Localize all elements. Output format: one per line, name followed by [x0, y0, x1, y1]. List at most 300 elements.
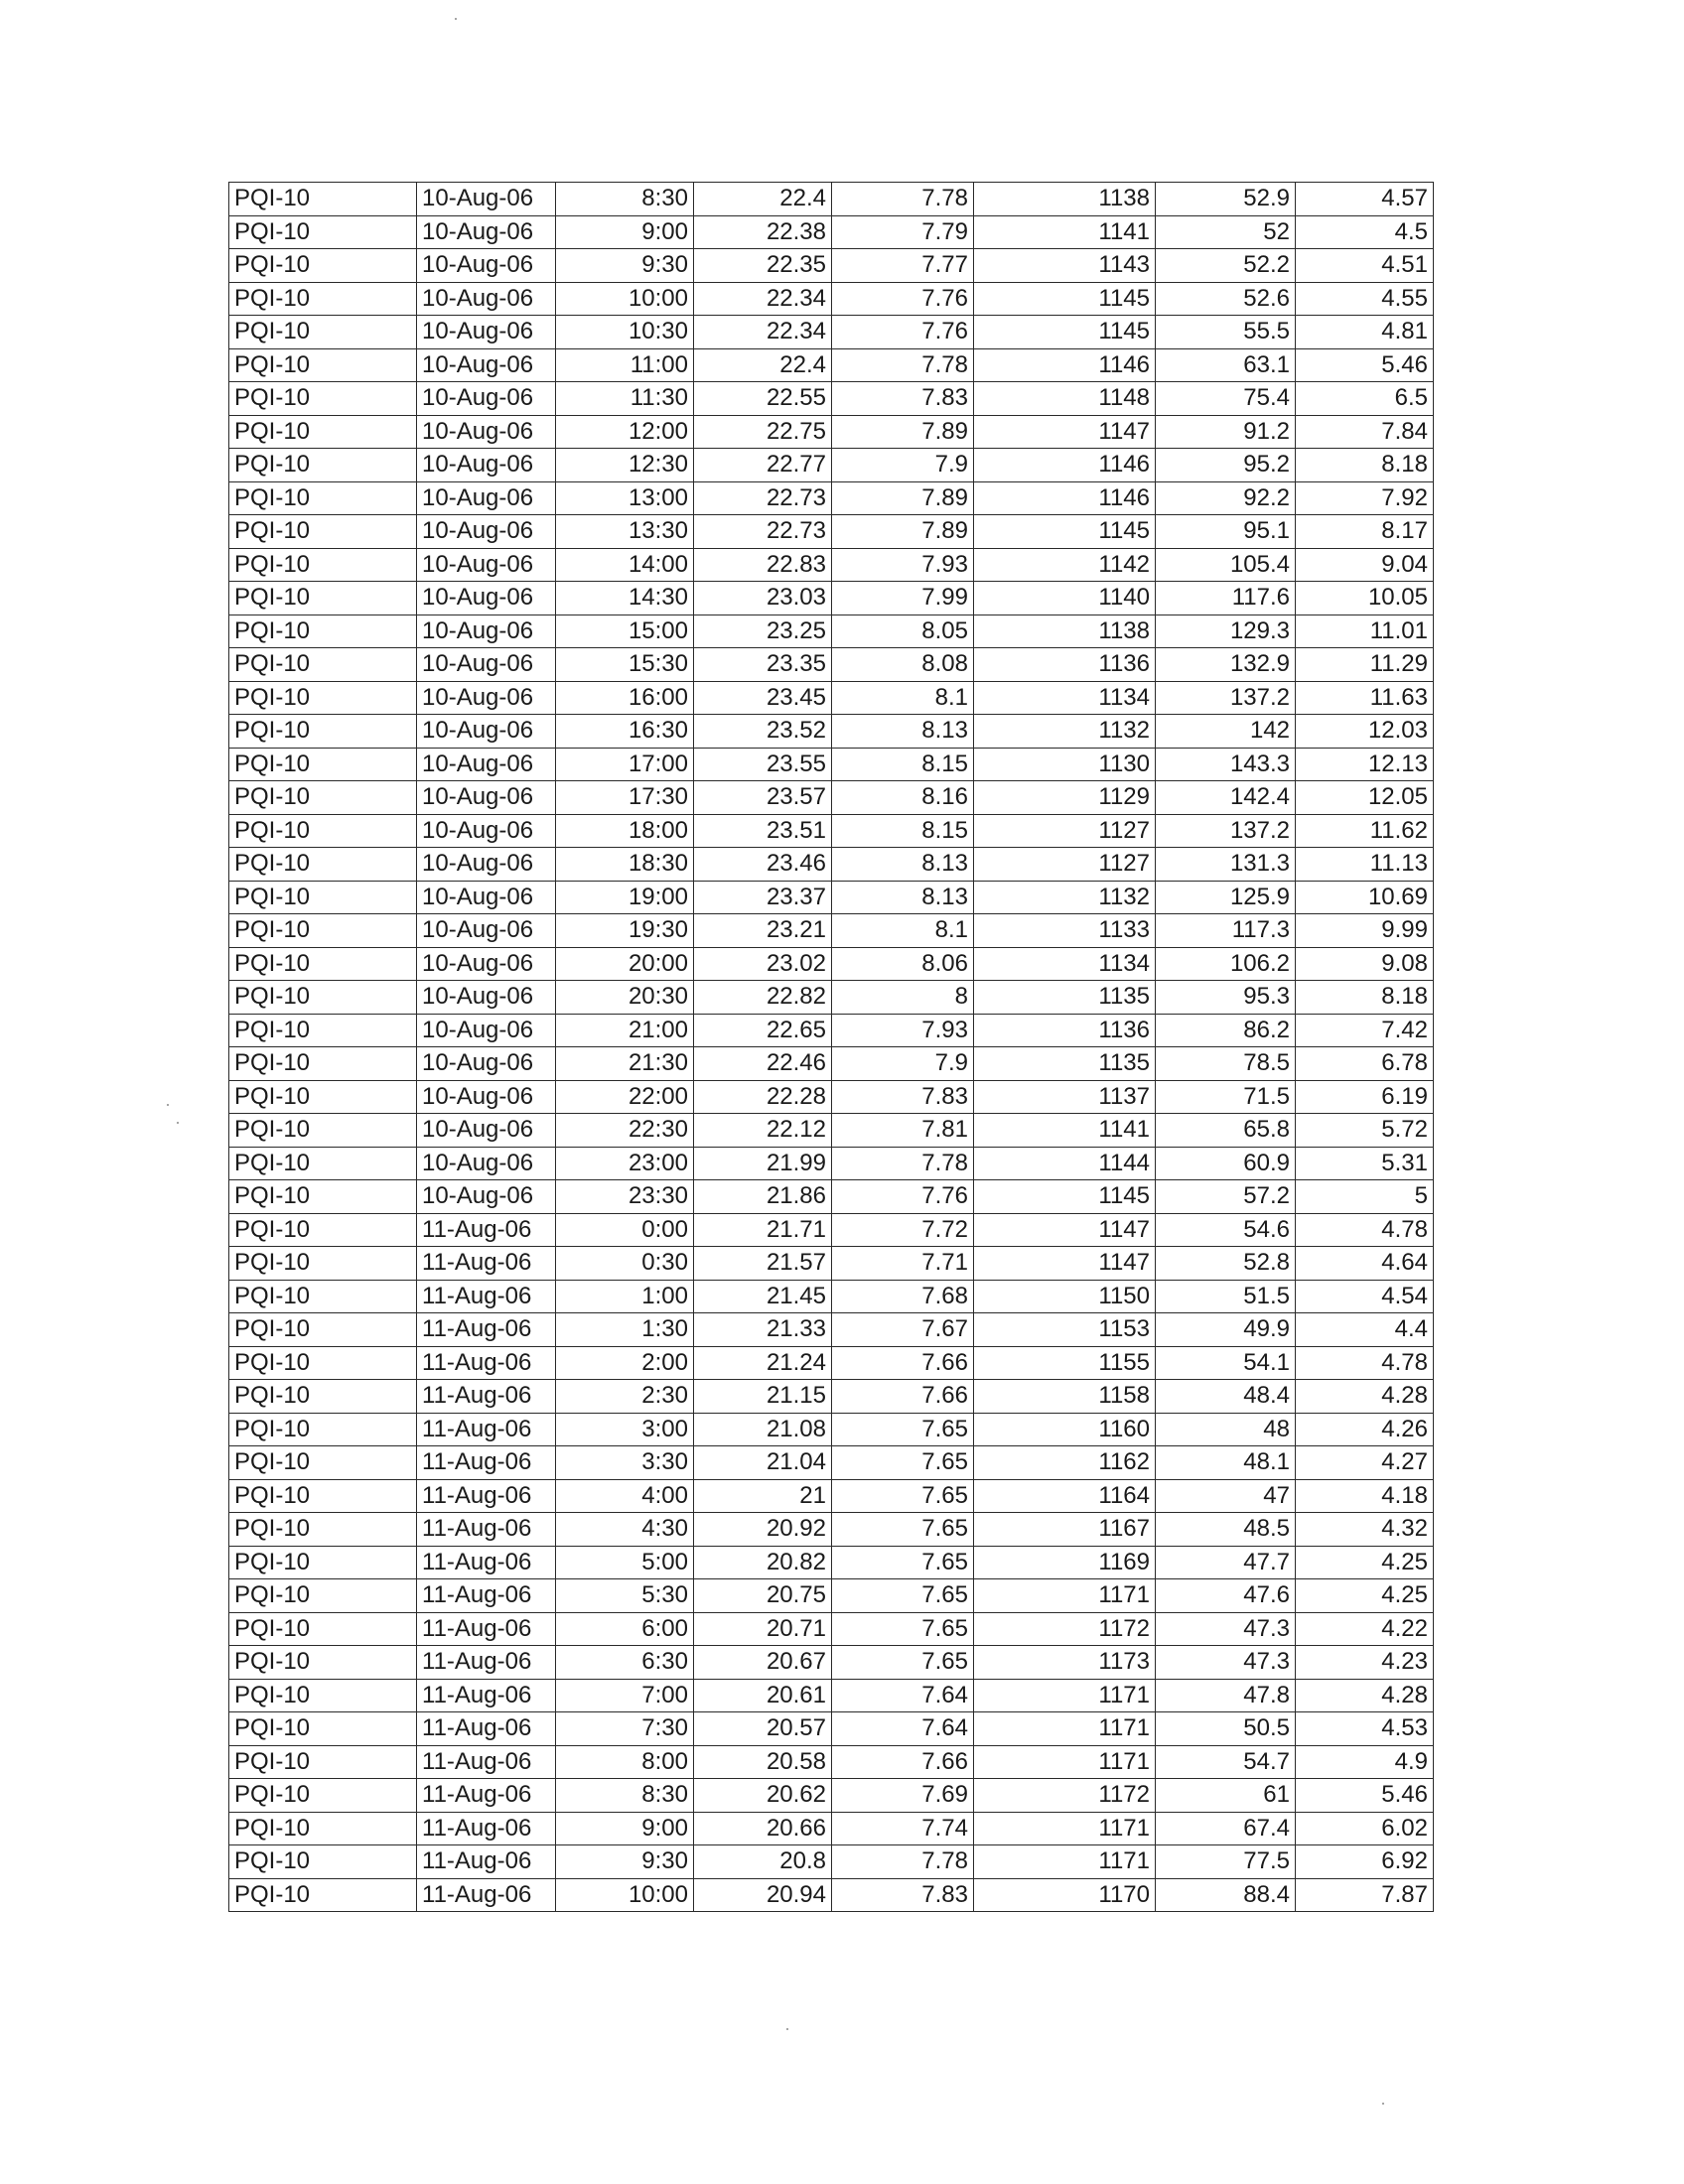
value-1-cell: 23.52	[694, 715, 832, 749]
value-3-cell: 1147	[974, 1247, 1156, 1281]
time-cell: 6:30	[556, 1646, 694, 1680]
value-1-cell: 23.25	[694, 614, 832, 648]
table-row	[229, 1812, 1434, 1845]
station-id-cell: PQI-10	[229, 1812, 417, 1845]
station-id-cell: PQI-10	[229, 215, 417, 249]
value-4-cell: 52.6	[1156, 282, 1296, 316]
table-row	[229, 748, 1434, 781]
time-cell: 3:30	[556, 1446, 694, 1480]
value-2-cell: 7.66	[832, 1745, 974, 1779]
value-3-cell: 1138	[974, 183, 1156, 216]
station-id-cell: PQI-10	[229, 814, 417, 848]
value-1-cell: 22.35	[694, 249, 832, 283]
value-3-cell: 1132	[974, 881, 1156, 914]
value-5-cell: 5.46	[1296, 1779, 1434, 1813]
time-cell: 11:30	[556, 382, 694, 416]
value-2-cell: 7.77	[832, 249, 974, 283]
time-cell: 10:00	[556, 1878, 694, 1912]
value-5-cell: 6.5	[1296, 382, 1434, 416]
value-2-cell: 8.1	[832, 681, 974, 715]
value-3-cell: 1171	[974, 1845, 1156, 1879]
value-1-cell: 22.77	[694, 449, 832, 482]
value-2-cell: 7.65	[832, 1513, 974, 1547]
time-cell: 23:30	[556, 1180, 694, 1214]
station-id-cell: PQI-10	[229, 515, 417, 549]
date-cell: 10-Aug-06	[417, 215, 556, 249]
value-1-cell: 20.92	[694, 1513, 832, 1547]
value-2-cell: 7.93	[832, 1014, 974, 1047]
date-cell: 11-Aug-06	[417, 1313, 556, 1347]
table-row	[229, 1180, 1434, 1214]
value-1-cell: 23.37	[694, 881, 832, 914]
date-cell: 10-Aug-06	[417, 914, 556, 948]
value-1-cell: 21.99	[694, 1147, 832, 1180]
value-2-cell: 7.76	[832, 282, 974, 316]
date-cell: 10-Aug-06	[417, 1147, 556, 1180]
value-4-cell: 52.9	[1156, 183, 1296, 216]
value-5-cell: 7.42	[1296, 1014, 1434, 1047]
value-4-cell: 106.2	[1156, 947, 1296, 981]
value-1-cell: 21.08	[694, 1413, 832, 1446]
value-4-cell: 65.8	[1156, 1114, 1296, 1148]
value-2-cell: 8.05	[832, 614, 974, 648]
value-1-cell: 21.33	[694, 1313, 832, 1347]
station-id-cell: PQI-10	[229, 981, 417, 1015]
value-3-cell: 1136	[974, 648, 1156, 682]
value-5-cell: 9.08	[1296, 947, 1434, 981]
date-cell: 11-Aug-06	[417, 1546, 556, 1579]
value-4-cell: 55.5	[1156, 316, 1296, 349]
time-cell: 20:00	[556, 947, 694, 981]
value-3-cell: 1145	[974, 515, 1156, 549]
station-id-cell: PQI-10	[229, 1080, 417, 1114]
value-5-cell: 4.78	[1296, 1213, 1434, 1247]
value-3-cell: 1134	[974, 947, 1156, 981]
value-4-cell: 131.3	[1156, 848, 1296, 882]
date-cell: 11-Aug-06	[417, 1479, 556, 1513]
value-5-cell: 9.99	[1296, 914, 1434, 948]
value-1-cell: 23.21	[694, 914, 832, 948]
time-cell: 0:00	[556, 1213, 694, 1247]
value-2-cell: 7.83	[832, 382, 974, 416]
value-2-cell: 7.76	[832, 316, 974, 349]
value-1-cell: 21.45	[694, 1280, 832, 1313]
value-3-cell: 1160	[974, 1413, 1156, 1446]
value-5-cell: 4.78	[1296, 1346, 1434, 1380]
value-4-cell: 54.7	[1156, 1745, 1296, 1779]
date-cell: 10-Aug-06	[417, 481, 556, 515]
value-1-cell: 21.04	[694, 1446, 832, 1480]
value-3-cell: 1155	[974, 1346, 1156, 1380]
value-2-cell: 7.78	[832, 348, 974, 382]
table-row	[229, 1779, 1434, 1813]
time-cell: 9:30	[556, 1845, 694, 1879]
station-id-cell: PQI-10	[229, 548, 417, 582]
time-cell: 22:00	[556, 1080, 694, 1114]
station-id-cell: PQI-10	[229, 1047, 417, 1081]
station-id-cell: PQI-10	[229, 183, 417, 216]
scan-speck	[1382, 2103, 1384, 2105]
value-5-cell: 6.19	[1296, 1080, 1434, 1114]
time-cell: 21:00	[556, 1014, 694, 1047]
data-table	[228, 182, 1434, 1912]
value-3-cell: 1171	[974, 1812, 1156, 1845]
table-row	[229, 515, 1434, 549]
value-3-cell: 1135	[974, 1047, 1156, 1081]
value-4-cell: 75.4	[1156, 382, 1296, 416]
value-4-cell: 60.9	[1156, 1147, 1296, 1180]
value-5-cell: 8.17	[1296, 515, 1434, 549]
station-id-cell: PQI-10	[229, 316, 417, 349]
value-3-cell: 1145	[974, 316, 1156, 349]
value-5-cell: 4.27	[1296, 1446, 1434, 1480]
date-cell: 10-Aug-06	[417, 715, 556, 749]
value-5-cell: 4.22	[1296, 1612, 1434, 1646]
station-id-cell: PQI-10	[229, 715, 417, 749]
table-row	[229, 1380, 1434, 1414]
value-4-cell: 52.2	[1156, 249, 1296, 283]
station-id-cell: PQI-10	[229, 1579, 417, 1613]
value-2-cell: 7.65	[832, 1612, 974, 1646]
value-5-cell: 10.69	[1296, 881, 1434, 914]
value-1-cell: 21	[694, 1479, 832, 1513]
value-3-cell: 1173	[974, 1646, 1156, 1680]
value-4-cell: 47.3	[1156, 1612, 1296, 1646]
value-1-cell: 20.62	[694, 1779, 832, 1813]
time-cell: 15:00	[556, 614, 694, 648]
value-3-cell: 1146	[974, 481, 1156, 515]
time-cell: 1:30	[556, 1313, 694, 1347]
value-3-cell: 1132	[974, 715, 1156, 749]
value-3-cell: 1145	[974, 1180, 1156, 1214]
time-cell: 16:30	[556, 715, 694, 749]
time-cell: 7:00	[556, 1679, 694, 1712]
station-id-cell: PQI-10	[229, 481, 417, 515]
table-row	[229, 1513, 1434, 1547]
value-1-cell: 22.75	[694, 415, 832, 449]
value-5-cell: 4.18	[1296, 1479, 1434, 1513]
station-id-cell: PQI-10	[229, 282, 417, 316]
value-2-cell: 7.89	[832, 515, 974, 549]
value-4-cell: 71.5	[1156, 1080, 1296, 1114]
value-1-cell: 22.4	[694, 183, 832, 216]
value-1-cell: 20.82	[694, 1546, 832, 1579]
table-row	[229, 981, 1434, 1015]
value-1-cell: 20.8	[694, 1845, 832, 1879]
value-2-cell: 7.9	[832, 1047, 974, 1081]
value-3-cell: 1142	[974, 548, 1156, 582]
value-2-cell: 7.65	[832, 1546, 974, 1579]
date-cell: 10-Aug-06	[417, 515, 556, 549]
value-1-cell: 22.12	[694, 1114, 832, 1148]
value-1-cell: 23.45	[694, 681, 832, 715]
value-1-cell: 23.35	[694, 648, 832, 682]
value-5-cell: 5.31	[1296, 1147, 1434, 1180]
station-id-cell: PQI-10	[229, 1446, 417, 1480]
date-cell: 11-Aug-06	[417, 1247, 556, 1281]
date-cell: 10-Aug-06	[417, 848, 556, 882]
scan-speck	[786, 2028, 788, 2030]
value-5-cell: 5.72	[1296, 1114, 1434, 1148]
value-1-cell: 22.34	[694, 316, 832, 349]
date-cell: 10-Aug-06	[417, 415, 556, 449]
value-3-cell: 1143	[974, 249, 1156, 283]
value-3-cell: 1171	[974, 1579, 1156, 1613]
value-5-cell: 12.13	[1296, 748, 1434, 781]
date-cell: 10-Aug-06	[417, 548, 556, 582]
value-4-cell: 92.2	[1156, 481, 1296, 515]
time-cell: 12:00	[556, 415, 694, 449]
date-cell: 11-Aug-06	[417, 1745, 556, 1779]
value-1-cell: 22.28	[694, 1080, 832, 1114]
time-cell: 11:00	[556, 348, 694, 382]
date-cell: 10-Aug-06	[417, 781, 556, 815]
value-4-cell: 47.6	[1156, 1579, 1296, 1613]
time-cell: 1:00	[556, 1280, 694, 1313]
date-cell: 10-Aug-06	[417, 1080, 556, 1114]
value-1-cell: 20.71	[694, 1612, 832, 1646]
value-5-cell: 6.78	[1296, 1047, 1434, 1081]
date-cell: 11-Aug-06	[417, 1513, 556, 1547]
date-cell: 11-Aug-06	[417, 1346, 556, 1380]
table-row	[229, 614, 1434, 648]
time-cell: 4:30	[556, 1513, 694, 1547]
value-5-cell: 11.29	[1296, 648, 1434, 682]
value-3-cell: 1171	[974, 1745, 1156, 1779]
station-id-cell: PQI-10	[229, 1380, 417, 1414]
date-cell: 10-Aug-06	[417, 1047, 556, 1081]
value-5-cell: 4.81	[1296, 316, 1434, 349]
date-cell: 11-Aug-06	[417, 1213, 556, 1247]
date-cell: 10-Aug-06	[417, 1180, 556, 1214]
time-cell: 15:30	[556, 648, 694, 682]
value-4-cell: 61	[1156, 1779, 1296, 1813]
value-2-cell: 8.13	[832, 881, 974, 914]
value-4-cell: 57.2	[1156, 1180, 1296, 1214]
value-2-cell: 7.76	[832, 1180, 974, 1214]
time-cell: 20:30	[556, 981, 694, 1015]
station-id-cell: PQI-10	[229, 348, 417, 382]
date-cell: 10-Aug-06	[417, 981, 556, 1015]
value-3-cell: 1137	[974, 1080, 1156, 1114]
value-1-cell: 22.46	[694, 1047, 832, 1081]
value-4-cell: 47.8	[1156, 1679, 1296, 1712]
station-id-cell: PQI-10	[229, 415, 417, 449]
value-5-cell: 7.87	[1296, 1878, 1434, 1912]
table-row	[229, 681, 1434, 715]
value-2-cell: 7.65	[832, 1646, 974, 1680]
table-row	[229, 183, 1434, 216]
table-row	[229, 781, 1434, 815]
table-row	[229, 449, 1434, 482]
value-5-cell: 4.28	[1296, 1380, 1434, 1414]
value-4-cell: 132.9	[1156, 648, 1296, 682]
scan-speck	[167, 1104, 169, 1106]
table-row	[229, 282, 1434, 316]
time-cell: 5:00	[556, 1546, 694, 1579]
value-3-cell: 1129	[974, 781, 1156, 815]
value-2-cell: 7.66	[832, 1380, 974, 1414]
value-1-cell: 23.55	[694, 748, 832, 781]
value-5-cell: 4.9	[1296, 1745, 1434, 1779]
value-3-cell: 1169	[974, 1546, 1156, 1579]
station-id-cell: PQI-10	[229, 1180, 417, 1214]
value-5-cell: 4.5	[1296, 215, 1434, 249]
time-cell: 5:30	[556, 1579, 694, 1613]
value-4-cell: 49.9	[1156, 1313, 1296, 1347]
table-row	[229, 848, 1434, 882]
value-3-cell: 1127	[974, 848, 1156, 882]
value-2-cell: 8.13	[832, 715, 974, 749]
time-cell: 14:00	[556, 548, 694, 582]
time-cell: 0:30	[556, 1247, 694, 1281]
table-row	[229, 1712, 1434, 1746]
value-5-cell: 9.04	[1296, 548, 1434, 582]
value-4-cell: 67.4	[1156, 1812, 1296, 1845]
station-id-cell: PQI-10	[229, 1479, 417, 1513]
value-2-cell: 7.89	[832, 415, 974, 449]
value-4-cell: 143.3	[1156, 748, 1296, 781]
value-4-cell: 77.5	[1156, 1845, 1296, 1879]
value-2-cell: 7.83	[832, 1080, 974, 1114]
value-1-cell: 20.57	[694, 1712, 832, 1746]
station-id-cell: PQI-10	[229, 249, 417, 283]
table-row	[229, 1679, 1434, 1712]
value-5-cell: 11.63	[1296, 681, 1434, 715]
value-4-cell: 137.2	[1156, 681, 1296, 715]
scan-speck	[455, 18, 457, 20]
table-row	[229, 1313, 1434, 1347]
date-cell: 10-Aug-06	[417, 614, 556, 648]
value-5-cell: 4.23	[1296, 1646, 1434, 1680]
time-cell: 18:00	[556, 814, 694, 848]
value-3-cell: 1140	[974, 582, 1156, 615]
value-5-cell: 7.92	[1296, 481, 1434, 515]
time-cell: 8:30	[556, 1779, 694, 1813]
value-3-cell: 1171	[974, 1712, 1156, 1746]
value-4-cell: 95.3	[1156, 981, 1296, 1015]
value-2-cell: 8.08	[832, 648, 974, 682]
value-4-cell: 51.5	[1156, 1280, 1296, 1313]
station-id-cell: PQI-10	[229, 1612, 417, 1646]
table-row	[229, 1579, 1434, 1613]
value-3-cell: 1144	[974, 1147, 1156, 1180]
time-cell: 9:30	[556, 249, 694, 283]
value-3-cell: 1141	[974, 1114, 1156, 1148]
value-2-cell: 7.89	[832, 481, 974, 515]
time-cell: 21:30	[556, 1047, 694, 1081]
value-2-cell: 7.72	[832, 1213, 974, 1247]
value-2-cell: 7.9	[832, 449, 974, 482]
station-id-cell: PQI-10	[229, 582, 417, 615]
value-1-cell: 22.73	[694, 481, 832, 515]
station-id-cell: PQI-10	[229, 681, 417, 715]
table-row	[229, 648, 1434, 682]
table-row	[229, 249, 1434, 283]
date-cell: 11-Aug-06	[417, 1845, 556, 1879]
station-id-cell: PQI-10	[229, 1313, 417, 1347]
table-row	[229, 881, 1434, 914]
value-2-cell: 8.1	[832, 914, 974, 948]
table-row	[229, 1745, 1434, 1779]
date-cell: 10-Aug-06	[417, 183, 556, 216]
time-cell: 12:30	[556, 449, 694, 482]
value-4-cell: 105.4	[1156, 548, 1296, 582]
value-1-cell: 22.65	[694, 1014, 832, 1047]
time-cell: 8:00	[556, 1745, 694, 1779]
value-4-cell: 86.2	[1156, 1014, 1296, 1047]
station-id-cell: PQI-10	[229, 1745, 417, 1779]
station-id-cell: PQI-10	[229, 1247, 417, 1281]
table-row	[229, 1479, 1434, 1513]
value-1-cell: 20.58	[694, 1745, 832, 1779]
table-row	[229, 1247, 1434, 1281]
value-4-cell: 48.1	[1156, 1446, 1296, 1480]
value-1-cell: 20.94	[694, 1878, 832, 1912]
value-5-cell: 6.92	[1296, 1845, 1434, 1879]
time-cell: 18:30	[556, 848, 694, 882]
table-row	[229, 1147, 1434, 1180]
table-row	[229, 947, 1434, 981]
time-cell: 16:00	[556, 681, 694, 715]
date-cell: 10-Aug-06	[417, 348, 556, 382]
value-4-cell: 52	[1156, 215, 1296, 249]
value-2-cell: 7.64	[832, 1712, 974, 1746]
value-3-cell: 1150	[974, 1280, 1156, 1313]
date-cell: 11-Aug-06	[417, 1380, 556, 1414]
value-3-cell: 1134	[974, 681, 1156, 715]
time-cell: 22:30	[556, 1114, 694, 1148]
value-4-cell: 142.4	[1156, 781, 1296, 815]
value-2-cell: 7.74	[832, 1812, 974, 1845]
value-5-cell: 11.13	[1296, 848, 1434, 882]
date-cell: 10-Aug-06	[417, 1114, 556, 1148]
value-4-cell: 63.1	[1156, 348, 1296, 382]
value-1-cell: 23.57	[694, 781, 832, 815]
station-id-cell: PQI-10	[229, 1712, 417, 1746]
value-2-cell: 8.06	[832, 947, 974, 981]
value-3-cell: 1146	[974, 348, 1156, 382]
date-cell: 11-Aug-06	[417, 1446, 556, 1480]
date-cell: 10-Aug-06	[417, 449, 556, 482]
value-3-cell: 1147	[974, 1213, 1156, 1247]
time-cell: 2:00	[556, 1346, 694, 1380]
table-row	[229, 1280, 1434, 1313]
table-row	[229, 1346, 1434, 1380]
value-5-cell: 10.05	[1296, 582, 1434, 615]
value-2-cell: 7.99	[832, 582, 974, 615]
station-id-cell: PQI-10	[229, 1114, 417, 1148]
value-4-cell: 47.3	[1156, 1646, 1296, 1680]
value-5-cell: 4.51	[1296, 249, 1434, 283]
station-id-cell: PQI-10	[229, 648, 417, 682]
value-3-cell: 1148	[974, 382, 1156, 416]
station-id-cell: PQI-10	[229, 1014, 417, 1047]
value-2-cell: 8	[832, 981, 974, 1015]
date-cell: 10-Aug-06	[417, 814, 556, 848]
value-4-cell: 54.1	[1156, 1346, 1296, 1380]
date-cell: 10-Aug-06	[417, 316, 556, 349]
value-2-cell: 7.78	[832, 1147, 974, 1180]
value-1-cell: 21.57	[694, 1247, 832, 1281]
table-row	[229, 1612, 1434, 1646]
value-1-cell: 23.51	[694, 814, 832, 848]
station-id-cell: PQI-10	[229, 1646, 417, 1680]
station-id-cell: PQI-10	[229, 1280, 417, 1313]
value-1-cell: 22.73	[694, 515, 832, 549]
value-3-cell: 1133	[974, 914, 1156, 948]
date-cell: 11-Aug-06	[417, 1779, 556, 1813]
